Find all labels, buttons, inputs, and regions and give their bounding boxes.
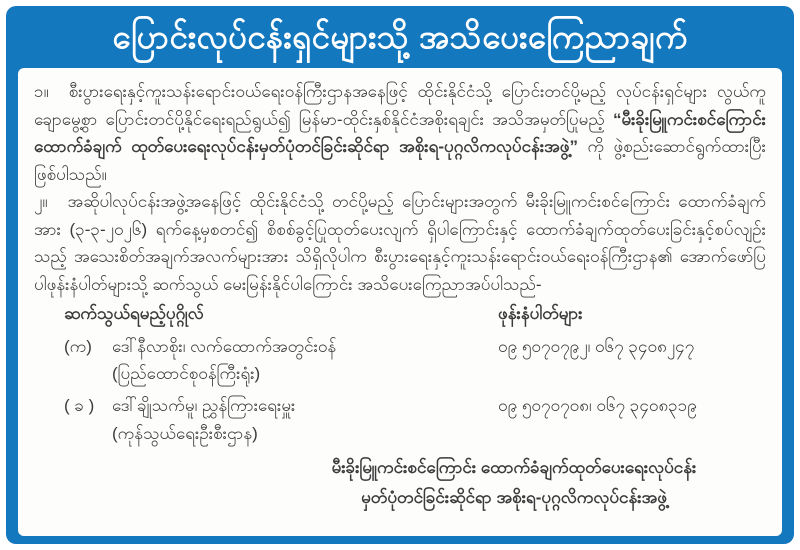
- paragraph-1: [34, 78, 766, 188]
- signature-line-2: မှတ်ပုံတင်ခြင်းဆိုင်ရာ အစိုးရ-ပုဂ္ဂလိကလုပ်ငန်းအဖွဲ့: [361, 487, 667, 507]
- contact-row-b-label: ( ခ ): [64, 396, 95, 415]
- announcement-title: ပြောင်းလုပ်ငန်းရှင်များသို့ အသိပေးကြေညာချက်: [112, 18, 688, 55]
- phone-number-column-header: ဖုန်းနံပါတ်များ: [498, 304, 583, 323]
- contact-row-b-office: (ကုန်သွယ်ရေးဦးစီးဌာန): [112, 423, 258, 443]
- contact-row-a: [34, 333, 766, 361]
- contact-row-b-phone: ၀၉ ၅၀၇၀၇၀၈၊ ၀၆၇ ၃၄၀၈၃၁၉: [498, 396, 697, 415]
- contact-row-b-name: ဒေါ်ချိုသက်မူ၊ ညွှန်ကြားရေးမှူး: [112, 396, 296, 415]
- paragraph-1-quoted-committee-name: “မီးခိုးမြူကင်းစင်ကြောင်း ထောက်ခံချက် ထုတ်ပေးရေးလုပ်ငန်းမှတ်ပုံတင်ခြင်းဆိုင်ရာ အစိုးရ-ပုဂ္ဂလိကလုပ်ငန်းအဖွဲ့”: [34, 109, 766, 156]
- paragraph-2: [34, 188, 766, 298]
- paragraph-1-text-end: ကို ဖွဲ့စည်းဆောင်ရွက်ထားပြီး ဖြစ်ပါသည်။: [34, 137, 766, 184]
- paragraph-1-text: စီးပွားရေးနှင့်ကူးသန်းရောင်းဝယ်ရေးဝန်ကြီးဌာနအနေဖြင့် ထိုင်းနိုင်ငံသို့ ပြောင်းတင်ပို့မည့် လုပ်ငန်းရှင်များ လွယ်ကူချောမွေ့စွာ ပြောင်းတင်ပို့နိုင်ရေးရည်ရွယ်၍ မြန်မာ-ထိုင်းနှစ်နိုင်ငံအစိုးရချင်း အသိအမှတ်ပြုမည့်: [34, 82, 766, 129]
- contact-row-b: [34, 392, 766, 420]
- paragraph-1-number: ၁။: [34, 82, 49, 101]
- signature-block: [274, 453, 754, 513]
- contact-table-header: [34, 300, 766, 328]
- paragraph-2-text: အဆိုပါလုပ်ငန်းအဖွဲ့အနေဖြင့် ထိုင်းနိုင်ငံသို့ တင်ပို့မည့် ပြောင်းများအတွက် မီးခိုးမြူကင်းစင်ကြောင်း ထောက်ခံချက်အား (၃-၃-၂၀၂၆) ရက်နေ့မှစတင်၍ စိစစ်ခွင့်ပြုထုတ်ပေးလျက် ရှိပါကြောင်းနှင့် ထောက်ခံချက်ထုတ်ပေးခြင်းနှင့်စပ်လျဉ်းသည့် အသေးစိတ်အချက်အလက်များအား သိရှိလိုပါက စီးပွားရေးနှင့်ကူးသန်းရောင်းဝယ်ရေးဝန်ကြီးဌာန၏ အောက်ဖော်ပြပါဖုန်းနံပါတ်များသို့ ဆက်သွယ် မေးမြန်းနိုင်ပါကြောင်း အသိပေးကြေညာအပ်ပါသည်-: [34, 192, 766, 294]
- paragraph-2-number: ၂။: [34, 192, 48, 211]
- contact-person-column-header: ဆက်သွယ်ရမည့်ပုဂ္ဂိုလ်: [64, 304, 204, 323]
- announcement-frame: [6, 6, 794, 544]
- signature-line-1: မီးခိုးမြူကင်းစင်ကြောင်း ထောက်ခံချက်ထုတ်ပေးရေးလုပ်ငန်း: [331, 457, 697, 477]
- announcement-body: [18, 68, 782, 536]
- contact-row-a-name: ဒေါ်နီလာစိုး၊ လက်ထောက်အတွင်းဝန်: [112, 336, 337, 356]
- contact-row-a-phone: ၀၉ ၅၀၇၀၇၉၂၊ ၀၆၇ ၃၄၀၈၂၄၇: [498, 336, 695, 356]
- contact-row-a-label: (က): [64, 336, 92, 356]
- contact-row-a-office: (ပြည်ထောင်စုဝန်ကြီးရုံး): [112, 364, 261, 383]
